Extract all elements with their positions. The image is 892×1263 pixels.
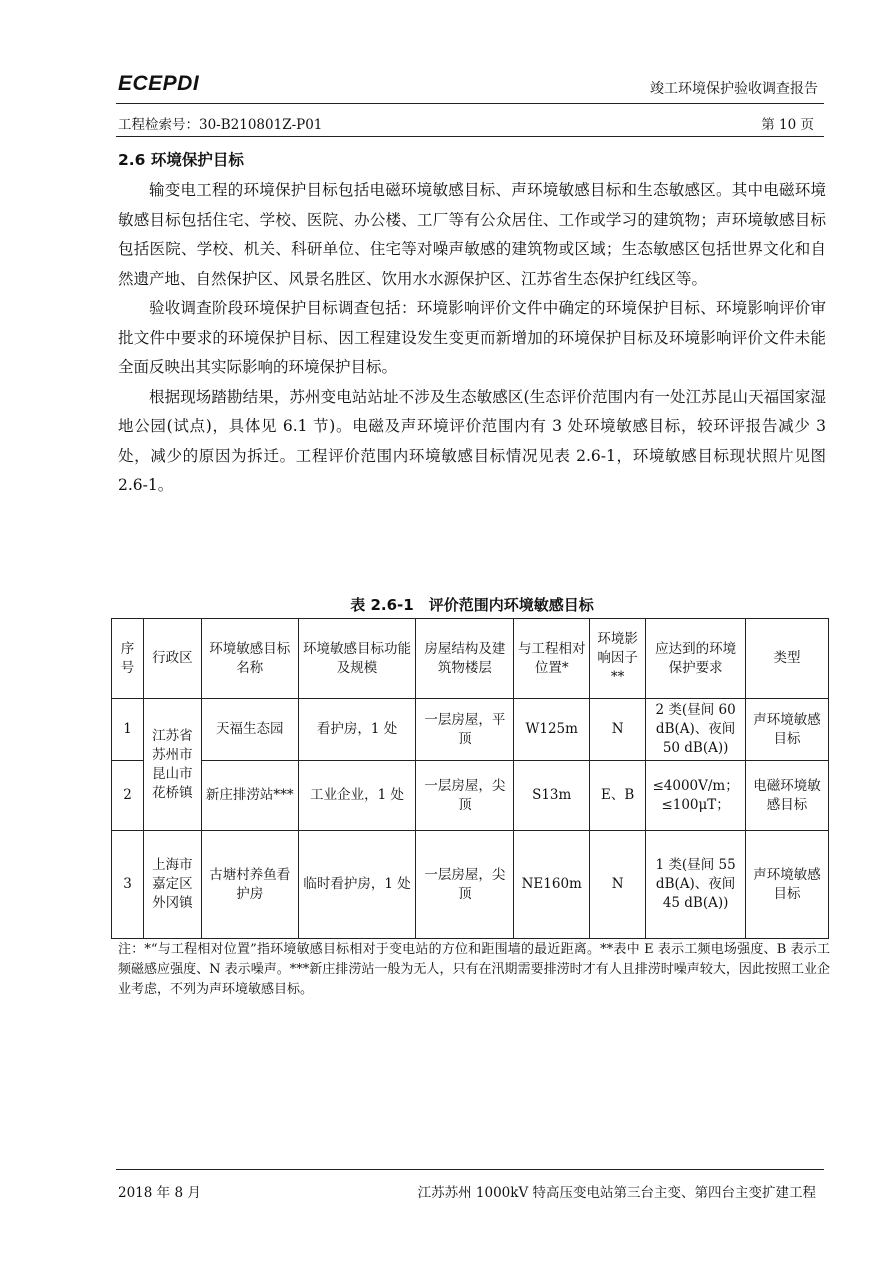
header-name: 环境敏感目标名称 bbox=[201, 619, 298, 699]
table-row bbox=[112, 699, 829, 761]
header-factor: 环境影响因子** bbox=[590, 619, 646, 699]
company-logo: ECEPDI bbox=[118, 72, 200, 95]
cell-type: 声环境敏感目标 bbox=[746, 699, 829, 761]
cell-position: W125m bbox=[514, 699, 590, 761]
header-divider-top bbox=[116, 103, 824, 104]
cell-no: 2 bbox=[112, 761, 144, 831]
cell-structure: 一层房屋，平顶 bbox=[416, 699, 514, 761]
header-region: 行政区 bbox=[143, 619, 201, 699]
cell-structure: 一层房屋，尖顶 bbox=[416, 761, 514, 831]
cell-function: 临时看护房，1 处 bbox=[298, 831, 416, 939]
sensitive-targets-table bbox=[111, 618, 829, 939]
cell-name: 天福生态园 bbox=[201, 699, 298, 761]
header-requirement: 应达到的环境保护要求 bbox=[646, 619, 746, 699]
footer-divider bbox=[116, 1169, 824, 1170]
cell-name: 新庄排涝站*** bbox=[201, 761, 298, 831]
paragraph: 输变电工程的环境保护目标包括电磁环境敏感目标、声环境敏感目标和生态敏感区。其中电磁环境敏感目标包括住宅、学校、医院、办公楼、工厂等有公众居住、工作或学习的建筑物；声环境敏感目标包括医院、学校、机关、科研单位、住宅等对噪声敏感的建筑物或区域；生态敏感区包括世界文化和自然遗产地、自然保护区、风景名胜区、饮用水水源保护区、江苏省生态保护红线区等。 bbox=[118, 181, 826, 288]
cell-requirement: ≤4000V/m；≤100μT； bbox=[646, 761, 746, 831]
cell-factor: E、B bbox=[590, 761, 646, 831]
cell-factor: N bbox=[590, 831, 646, 939]
paragraph: 验收调查阶段环境保护目标调查包括：环境影响评价文件中确定的环境保护目标、环境影响评价审批文件中要求的环境保护目标、因工程建设发生变更而新增加的环境保护目标及环境影响评价文件未能全面反映出其实际影响的环境保护目标。 bbox=[118, 299, 826, 376]
report-title: 竣工环境保护验收调查报告 bbox=[650, 81, 818, 97]
footer-date: 2018 年 8 月 bbox=[118, 1185, 201, 1201]
section-body bbox=[118, 176, 826, 501]
section-title: 2.6 环境保护目标 bbox=[118, 151, 244, 169]
cell-type: 电磁环境敏感目标 bbox=[746, 761, 829, 831]
header-divider-bottom bbox=[116, 136, 824, 137]
table-caption: 表 2.6-1 评价范围内环境敏感目标 bbox=[350, 596, 594, 614]
project-code: 工程检索号：30-B210801Z-P01 bbox=[118, 117, 323, 133]
table-header-row bbox=[112, 619, 829, 699]
paragraph: 根据现场踏勘结果，苏州变电站站址不涉及生态敏感区(生态评价范围内有一处江苏昆山天福国家湿地公园(试点)，具体见 6.1 节)。电磁及声环境评价范围内有 3 处环境敏感目标，较环评报告减少 3 处，减少的原因为拆迁。工程评价范围内环境敏感目标情况见表 2.6-1，环境敏感目标现状照片见图 2.6-1。 bbox=[118, 387, 826, 494]
cell-position: NE160m bbox=[514, 831, 590, 939]
cell-no: 3 bbox=[112, 831, 144, 939]
cell-factor: N bbox=[590, 699, 646, 761]
header-structure: 房屋结构及建筑物楼层 bbox=[416, 619, 514, 699]
table-row bbox=[112, 761, 829, 831]
cell-requirement: 2 类(昼间 60 dB(A)、夜间 50 dB(A)) bbox=[646, 699, 746, 761]
cell-function: 工业企业，1 处 bbox=[298, 761, 416, 831]
cell-region: 江苏省苏州市昆山市花桥镇 bbox=[143, 699, 201, 831]
cell-function: 看护房，1 处 bbox=[298, 699, 416, 761]
header-no: 序号 bbox=[112, 619, 144, 699]
footer-project: 江苏苏州 1000kV 特高压变电站第三台主变、第四台主变扩建工程 bbox=[417, 1185, 816, 1201]
table-row bbox=[112, 831, 829, 939]
cell-no: 1 bbox=[112, 699, 144, 761]
cell-name: 古塘村养鱼看护房 bbox=[201, 831, 298, 939]
table-note: 注：*“与工程相对位置”指环境敏感目标相对于变电站的方位和距围墙的最近距离。**表中 E 表示工频电场强度、B 表示工频磁感应强度、N 表示噪声。***新庄排涝站一般为无人，只有在汛期需要排涝时才有人且排涝时噪声较大，因此按照工业企业考虑，不列为声环境敏感目标。 bbox=[118, 942, 830, 997]
cell-type: 声环境敏感目标 bbox=[746, 831, 829, 939]
cell-structure: 一层房屋，尖顶 bbox=[416, 831, 514, 939]
header-type: 类型 bbox=[746, 619, 829, 699]
cell-position: S13m bbox=[514, 761, 590, 831]
header-position: 与工程相对位置* bbox=[514, 619, 590, 699]
cell-region: 上海市嘉定区外冈镇 bbox=[143, 831, 201, 939]
cell-requirement: 1 类(昼间 55 dB(A)、夜间 45 dB(A)) bbox=[646, 831, 746, 939]
header-function: 环境敏感目标功能及规模 bbox=[298, 619, 416, 699]
page-number: 第 10 页 bbox=[761, 117, 814, 133]
